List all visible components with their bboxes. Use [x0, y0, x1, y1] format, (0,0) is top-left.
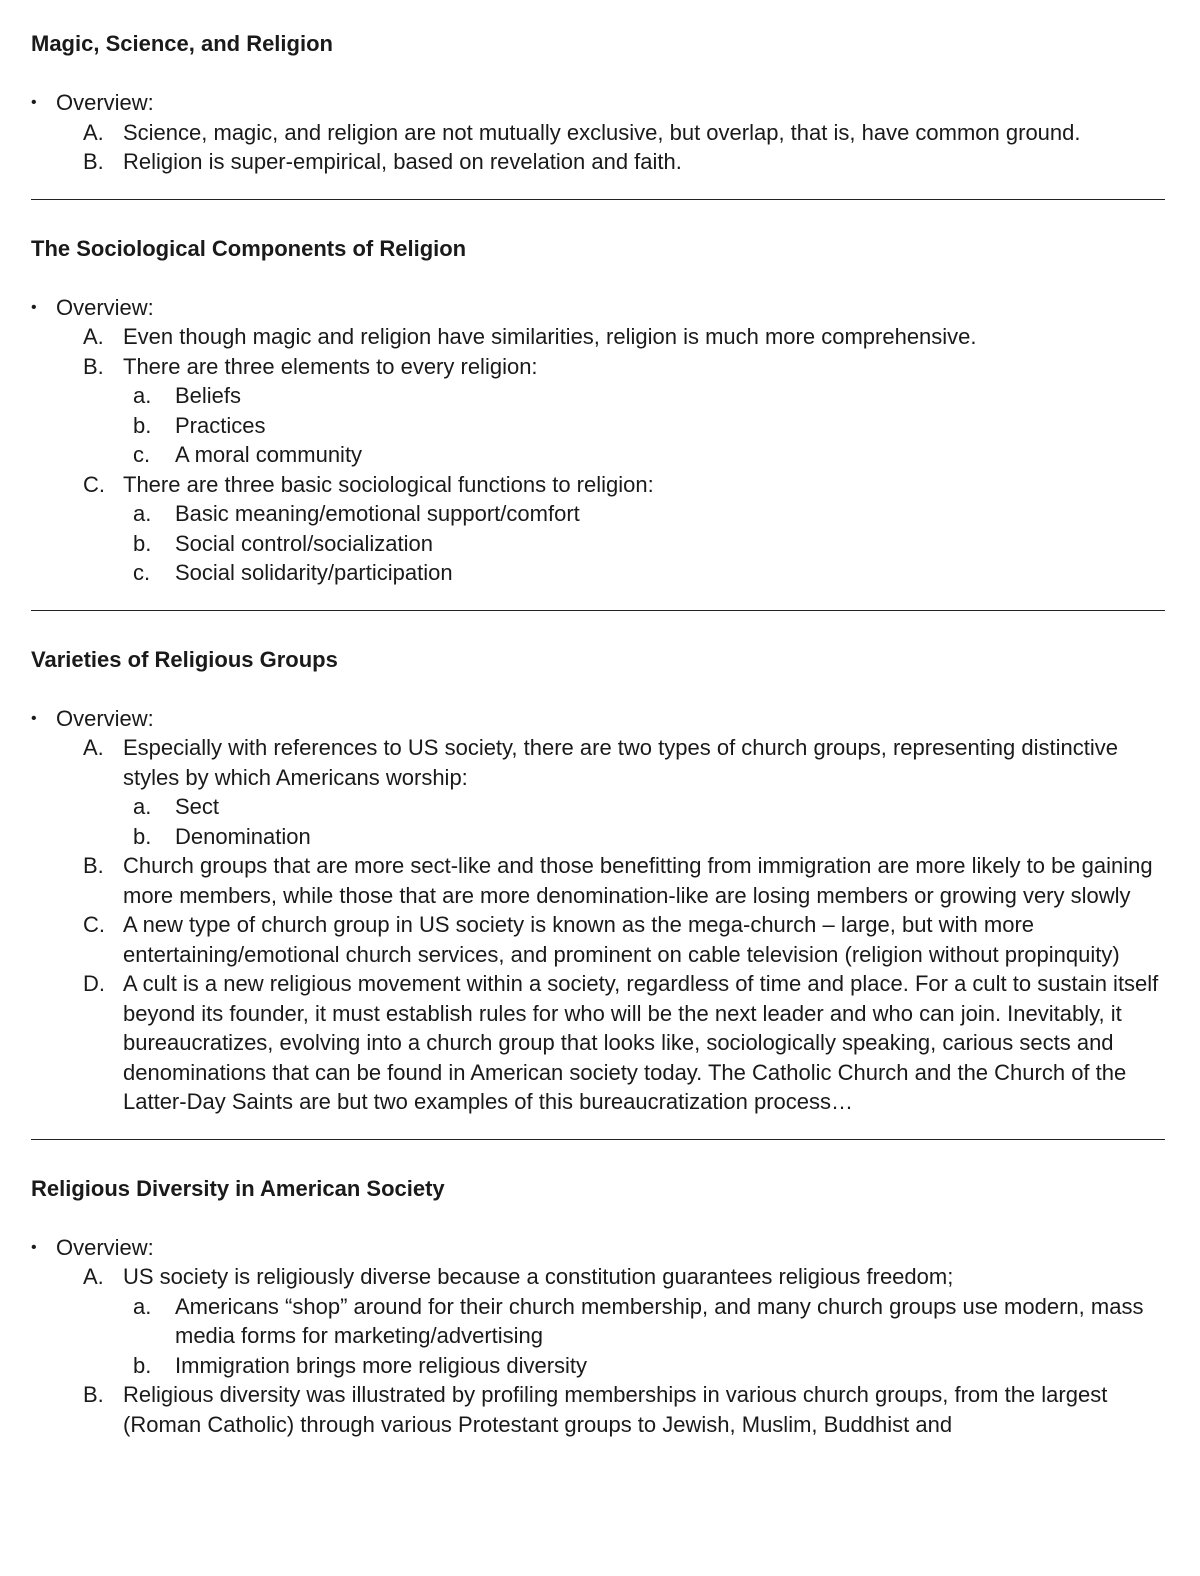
- list-item: [31, 470, 1165, 588]
- item-text: Especially with references to US society, there are two types of church groups, representing distinctive styles by which Americans worship:: [123, 735, 1118, 790]
- bullet-icon: •: [31, 709, 37, 727]
- item-marker: B.: [83, 353, 104, 379]
- section-title: Varieties of Religious Groups: [31, 646, 338, 672]
- item-text: Church groups that are more sect-like and those benefitting from immigration are more likely to be gaining more members, while those that are more denomination-like are losing members or growing very slowly: [123, 853, 1153, 908]
- sub-item-text: Practices: [175, 412, 266, 438]
- sub-item-text: Sect: [175, 794, 220, 819]
- sub-item: [123, 411, 1165, 441]
- section-title: The Sociological Components of Religion: [31, 235, 467, 261]
- sub-item-marker: c.: [133, 560, 151, 585]
- bullet-icon: •: [31, 1238, 37, 1256]
- item-body: [123, 733, 1165, 851]
- item-text: Even though magic and religion have similarities, religion is much more comprehensive.: [123, 324, 977, 349]
- item-body: [123, 352, 1165, 470]
- section-varieties-religious-groups: [31, 645, 1165, 1117]
- item-list: [31, 322, 1165, 588]
- item-text: US society is religiously diverse because a constitution guarantees religious freedom;: [123, 1264, 954, 1289]
- list-item: [31, 322, 1165, 352]
- sub-item-marker: a.: [133, 383, 152, 408]
- sub-item-marker: b.: [133, 530, 152, 556]
- sub-item-marker: a.: [133, 794, 152, 819]
- list-item: [31, 1380, 1165, 1439]
- overview-bullet-row: [31, 1233, 1165, 1263]
- sub-item: [123, 440, 1165, 470]
- sub-item-marker: b.: [133, 412, 152, 438]
- sub-item: [123, 792, 1165, 822]
- sub-item-text: Immigration brings more religious diversity: [175, 1352, 588, 1378]
- item-marker: A.: [83, 735, 104, 760]
- overview-label: Overview:: [56, 705, 154, 731]
- item-text: A cult is a new religious movement within a society, regardless of time and place. For a cult to sustain itself beyond its founder, it must establish rules for who will be the next leader and who can join. Inevitably, it bureaucratizes, evolving into a church group that looks like, sociologically speaking, carious sects and denominations that can be found in American society today. The Catholic Church and the Church of the Latter-Day Saints are but two examples of this bureaucratization process…: [123, 971, 1159, 1114]
- item-text: Religious diversity was illustrated by profiling memberships in various church groups, from the largest (Roman Catholic) through various Protestant groups to Jewish, Muslim, Buddhist and: [123, 1382, 1108, 1437]
- sub-item-marker: c.: [133, 442, 151, 467]
- item-body: [123, 1262, 1165, 1380]
- sub-item-text: Americans “shop” around for their church membership, and many church groups use modern, mass media forms for marketing/advertising: [175, 1293, 1144, 1348]
- sub-item: [123, 499, 1165, 529]
- sub-item-text: Beliefs: [175, 383, 242, 408]
- sub-item: [123, 1351, 1165, 1381]
- sub-item-text: Social solidarity/participation: [175, 560, 453, 585]
- overview-label: Overview:: [56, 1234, 154, 1260]
- item-text: Science, magic, and religion are not mutually exclusive, but overlap, that is, have common ground.: [123, 119, 1081, 145]
- bullet-icon: •: [31, 94, 37, 111]
- item-marker: A.: [83, 119, 104, 145]
- overview-block: [31, 293, 1165, 588]
- item-marker: B.: [83, 149, 104, 174]
- overview-label: Overview:: [56, 90, 154, 115]
- item-marker: B.: [83, 853, 104, 878]
- list-item: [31, 910, 1165, 969]
- item-text: There are three basic sociological functions to religion:: [123, 471, 654, 497]
- section-title: Magic, Science, and Religion: [31, 31, 333, 56]
- overview-block: [31, 88, 1165, 177]
- sub-item-marker: a.: [133, 1293, 152, 1319]
- list-item: [31, 851, 1165, 910]
- section-magic-science-religion: [31, 29, 1165, 177]
- item-list: [31, 1262, 1165, 1439]
- sub-item: [123, 822, 1165, 852]
- sub-item: [123, 1292, 1165, 1351]
- list-item: [31, 733, 1165, 851]
- item-marker: C.: [83, 912, 105, 937]
- list-item: [31, 118, 1165, 148]
- list-item: [31, 352, 1165, 470]
- item-marker: D.: [83, 971, 105, 996]
- overview-block: [31, 1233, 1165, 1440]
- sub-item-text: Social control/socialization: [175, 530, 434, 556]
- item-marker: A.: [83, 324, 104, 349]
- item-body: [123, 470, 1165, 588]
- item-list: [31, 118, 1165, 177]
- section-sociological-components: [31, 234, 1165, 588]
- bullet-icon: •: [31, 298, 37, 316]
- overview-bullet-row: [31, 704, 1165, 734]
- sub-item: [123, 529, 1165, 559]
- item-text: Religion is super-empirical, based on revelation and faith.: [123, 149, 682, 174]
- sub-item-marker: a.: [133, 501, 152, 526]
- item-marker: B.: [83, 1382, 104, 1407]
- item-list: [31, 733, 1165, 1117]
- item-marker: C.: [83, 471, 105, 497]
- sub-item-text: Basic meaning/emotional support/comfort: [175, 501, 580, 526]
- overview-bullet-row: [31, 293, 1165, 323]
- item-text: A new type of church group in US society is known as the mega-church – large, but with more entertaining/emotional church services, and prominent on cable television (religion without propinquity): [123, 912, 1120, 967]
- list-item: [31, 1262, 1165, 1380]
- overview-label: Overview:: [56, 294, 154, 320]
- list-item: [31, 969, 1165, 1117]
- section-title: Religious Diversity in American Society: [31, 1175, 445, 1201]
- item-text: There are three elements to every religion:: [123, 353, 538, 379]
- sub-item-marker: b.: [133, 1352, 152, 1378]
- document-page: [31, 29, 1165, 1439]
- list-item: [31, 147, 1165, 177]
- sub-item-marker: b.: [133, 823, 152, 849]
- section-religious-diversity: [31, 1174, 1165, 1440]
- item-marker: A.: [83, 1264, 104, 1289]
- overview-block: [31, 704, 1165, 1117]
- overview-bullet-row: [31, 88, 1165, 118]
- sub-item: [123, 381, 1165, 411]
- sub-item-text: A moral community: [175, 442, 363, 467]
- sub-item: [123, 558, 1165, 588]
- sub-item-text: Denomination: [175, 823, 311, 849]
